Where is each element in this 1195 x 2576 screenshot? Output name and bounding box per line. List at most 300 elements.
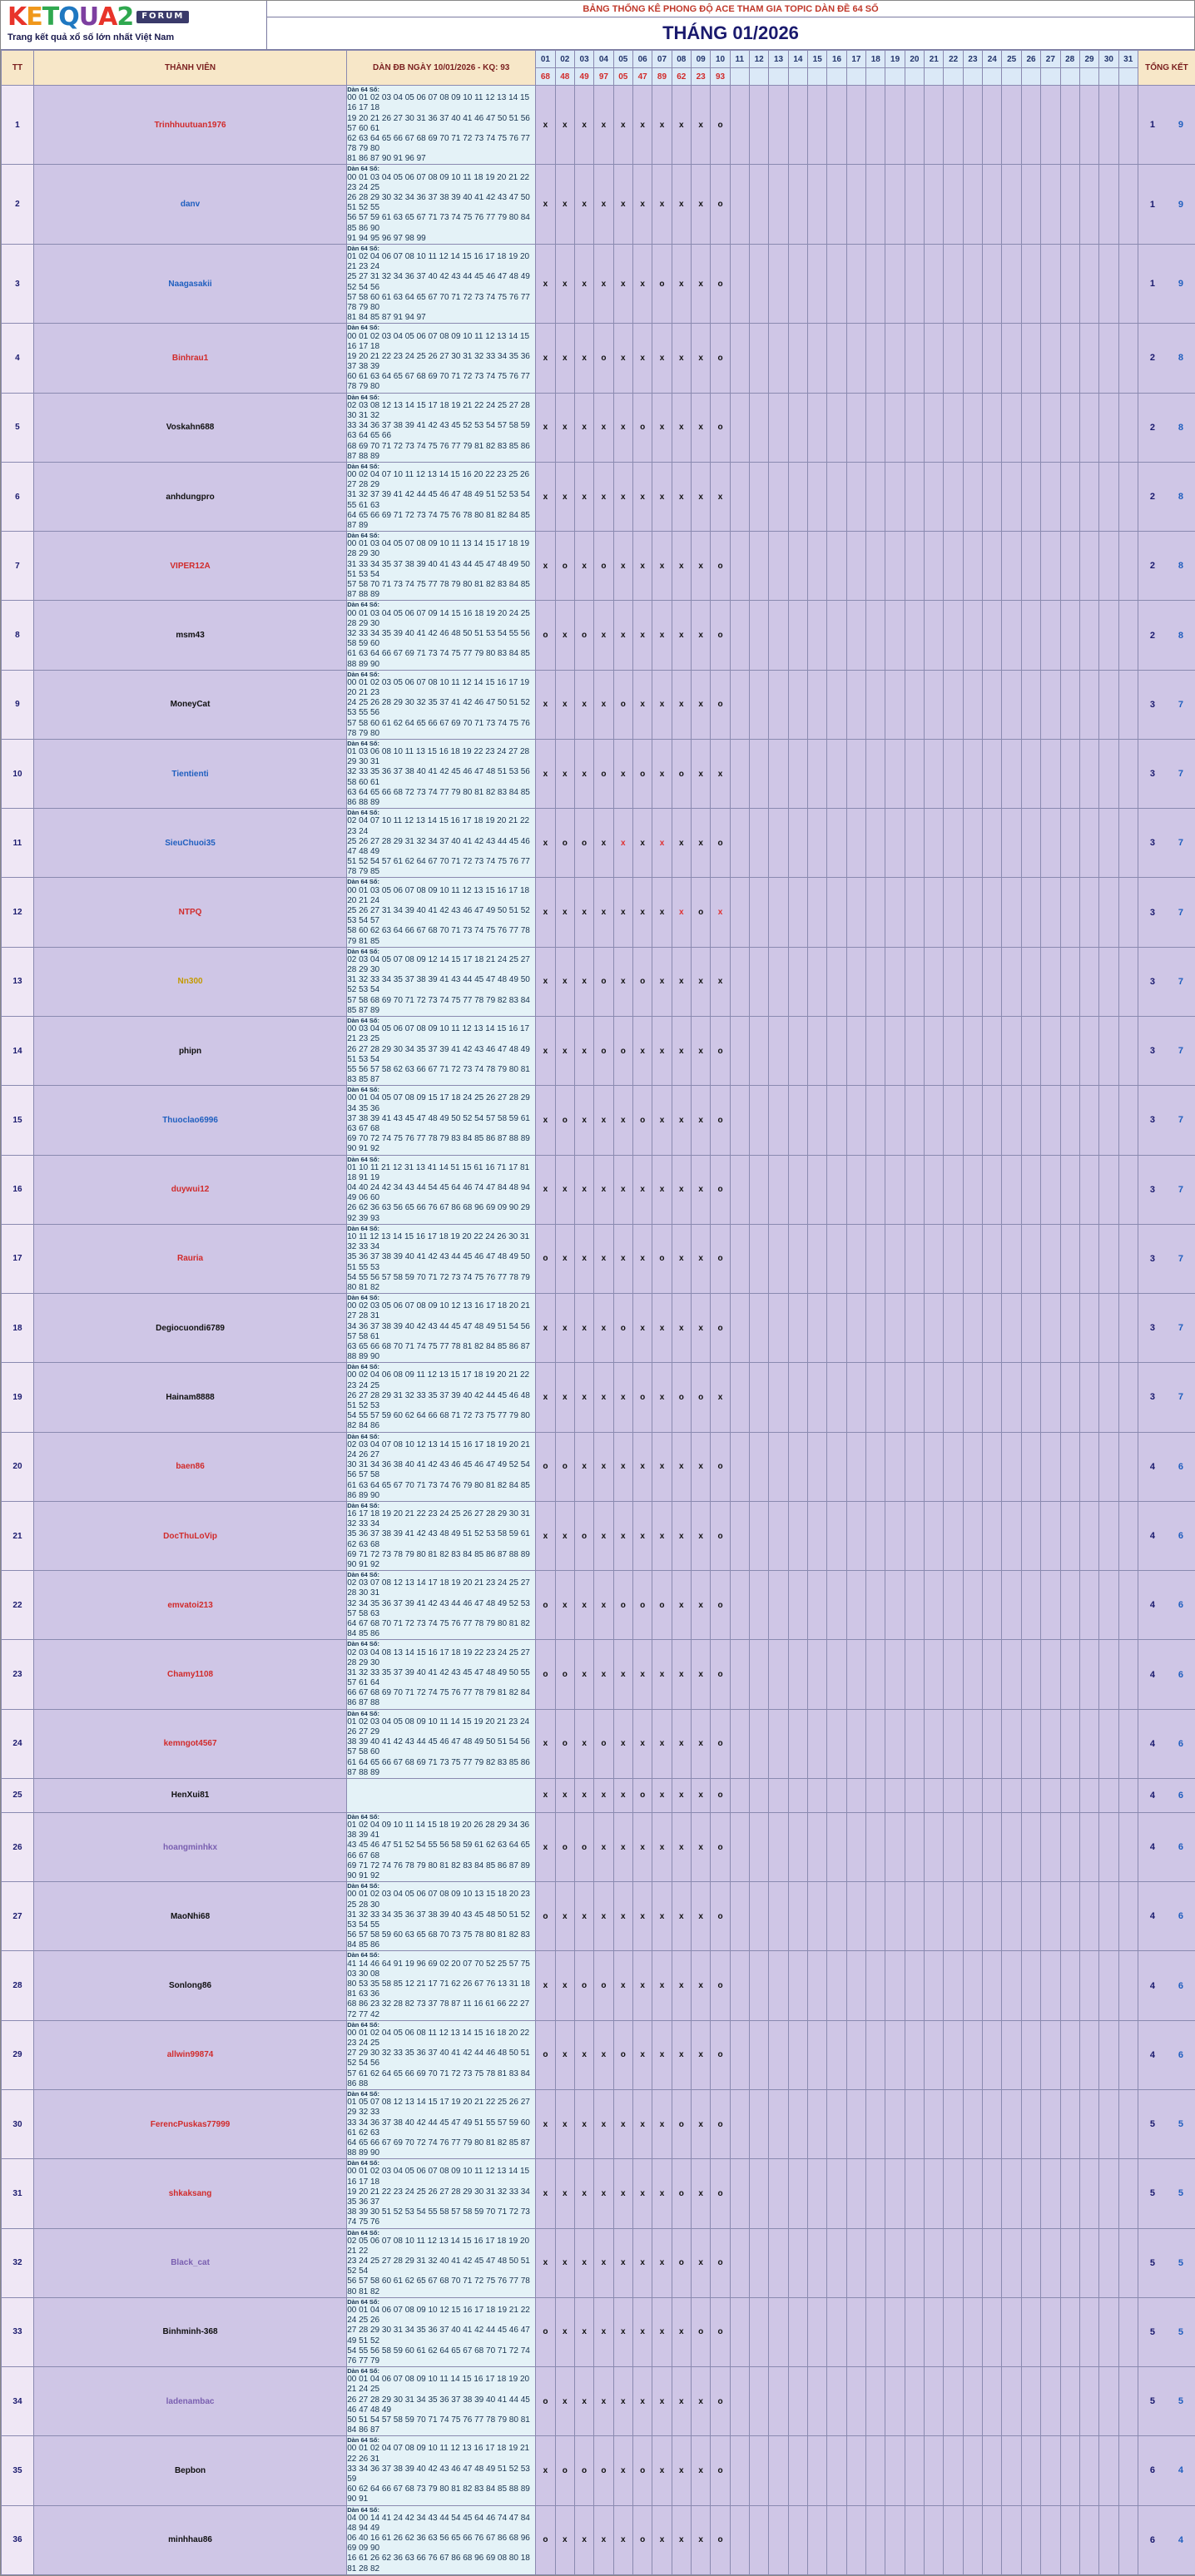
day-mark-24: [983, 1017, 1002, 1086]
day-mark-22: [944, 947, 963, 1016]
day-mark-25: [1002, 1640, 1021, 1709]
day-mark-03: x: [574, 2159, 593, 2228]
member-name[interactable]: MaoNhi68: [33, 1882, 346, 1951]
day-mark-09: x: [691, 393, 710, 462]
day-mark-01: x: [536, 809, 555, 878]
total-miss: 5: [1138, 2119, 1167, 2129]
day-mark-21: [925, 244, 944, 323]
day-mark-30: [1099, 1571, 1118, 1640]
table-row: [2, 2505, 1195, 2574]
day-mark-20: [905, 2436, 924, 2505]
day-mark-11: [730, 1363, 749, 1432]
day-mark-03: x: [574, 2228, 593, 2297]
day-mark-07: x: [652, 1709, 672, 1778]
day-mark-08: x: [672, 670, 691, 739]
member-name[interactable]: MoneyCat: [33, 670, 346, 739]
day-header-24: 24: [983, 51, 1002, 68]
day-mark-01: x: [536, 1017, 555, 1086]
day-mark-06: x: [632, 1640, 652, 1709]
day-mark-03: o: [574, 1812, 593, 1881]
day-mark-12: [750, 670, 769, 739]
member-name[interactable]: Binhminh-368: [33, 2297, 346, 2366]
member-name[interactable]: msm43: [33, 601, 346, 670]
day-mark-29: [1079, 1951, 1098, 2020]
day-mark-25: [1002, 1571, 1021, 1640]
day-mark-19: [885, 1017, 905, 1086]
member-name[interactable]: Naagasakii: [33, 244, 346, 323]
day-mark-03: x: [574, 244, 593, 323]
member-name[interactable]: Sonlong86: [33, 1951, 346, 2020]
member-name[interactable]: duywui12: [33, 1155, 346, 1224]
day-mark-23: [963, 809, 982, 878]
day-mark-28: [1060, 1778, 1079, 1812]
day-mark-28: [1060, 2367, 1079, 2436]
day-mark-27: [1041, 2297, 1060, 2366]
day-mark-29: [1079, 878, 1098, 947]
day-mark-05: x: [613, 165, 632, 244]
day-mark-18: [866, 739, 885, 808]
number-set: Dàn 64 Số: 02 03 07 08 12 13 14 17 18 19 20 21 23 24 25 27 28 30 31 32 34 35 36 37 39 41 42 43 44 46 47 48 49 52 53 57 58 63 64 67 68 70 71 72 73 74 75 76 77 78 79 80 81 82 84 85 86: [347, 1571, 536, 1640]
day-mark-16: [827, 2228, 846, 2297]
day-mark-06: x: [632, 165, 652, 244]
day-mark-25: [1002, 1294, 1021, 1363]
day-mark-30: [1099, 393, 1118, 462]
day-mark-17: [846, 532, 865, 601]
day-mark-08: x: [672, 2436, 691, 2505]
day-mark-20: [905, 739, 924, 808]
day-mark-19: [885, 1086, 905, 1155]
row-total: [1138, 809, 1195, 878]
member-name[interactable]: DocThuLoVip: [33, 1501, 346, 1570]
day-mark-27: [1041, 1882, 1060, 1951]
row-total: [1138, 1432, 1195, 1501]
day-mark-08: x: [672, 1155, 691, 1224]
day-mark-14: [788, 1812, 807, 1881]
total-miss: 4: [1138, 1981, 1167, 1991]
member-name[interactable]: anhdungpro: [33, 462, 346, 531]
day-mark-22: [944, 1778, 963, 1812]
day-mark-28: [1060, 1501, 1079, 1570]
member-name[interactable]: Binhrau1: [33, 324, 346, 393]
row-total: [1138, 739, 1195, 808]
day-mark-14: [788, 1432, 807, 1501]
day-mark-19: [885, 1571, 905, 1640]
day-mark-03: x: [574, 1224, 593, 1293]
day-mark-26: [1021, 2436, 1040, 2505]
day-mark-02: x: [555, 1951, 574, 2020]
day-mark-01: x: [536, 947, 555, 1016]
day-header-17: 17: [846, 51, 865, 68]
day-mark-27: [1041, 324, 1060, 393]
number-set: Dàn 64 Số: 00 01 02 04 05 06 08 11 12 13 14 15 16 18 20 22 23 24 25 27 29 30 32 33 35 36 37 40 41 42 44 46 48 50 51 52 54 56 57 61 62 64 65 66 69 70 71 72 73 75 78 81 83 84 86 88: [347, 2020, 536, 2089]
day-mark-28: [1060, 532, 1079, 601]
day-mark-17: [846, 1501, 865, 1570]
day-mark-20: [905, 947, 924, 1016]
day-mark-25: [1002, 393, 1021, 462]
day-mark-10: o: [711, 2090, 730, 2159]
day-mark-25: [1002, 532, 1021, 601]
member-name[interactable]: ladenambac: [33, 2367, 346, 2436]
total-hit: 4: [1167, 2535, 1195, 2545]
day-mark-28: [1060, 86, 1079, 165]
day-mark-31: [1118, 670, 1138, 739]
member-name[interactable]: Bepbon: [33, 2436, 346, 2505]
member-name[interactable]: Black_cat: [33, 2228, 346, 2297]
day-mark-13: [769, 165, 788, 244]
day-mark-27: [1041, 1501, 1060, 1570]
day-mark-20: [905, 1017, 924, 1086]
total-hit: 8: [1167, 353, 1195, 363]
day-mark-02: x: [555, 2505, 574, 2574]
day-mark-26: [1021, 1017, 1040, 1086]
day-mark-07: x: [652, 1882, 672, 1951]
day-mark-11: [730, 2020, 749, 2089]
day-mark-13: [769, 532, 788, 601]
page-header: [1, 1, 1194, 50]
number-set: Dàn 64 Số: 00 01 03 04 05 06 07 09 14 15 16 18 19 20 24 25 28 29 30 32 33 34 35 39 40 41 42 46 48 50 51 53 54 55 56 58 59 60 61 63 64 66 67 69 71 73 74 75 77 79 80 83 84 85 88 89 90: [347, 601, 536, 670]
day-result-15: [808, 68, 827, 86]
day-mark-09: x: [691, 1432, 710, 1501]
day-mark-18: [866, 532, 885, 601]
day-mark-05: x: [613, 1363, 632, 1432]
day-mark-28: [1060, 1363, 1079, 1432]
day-mark-04: o: [594, 1709, 613, 1778]
day-mark-30: [1099, 2297, 1118, 2366]
day-mark-29: [1079, 1017, 1098, 1086]
day-mark-09: x: [691, 1155, 710, 1224]
day-mark-15: [808, 1224, 827, 1293]
site-logo[interactable]: [1, 1, 267, 49]
day-mark-07: x: [652, 2436, 672, 2505]
total-hit: 7: [1167, 838, 1195, 848]
day-mark-15: [808, 2505, 827, 2574]
day-mark-11: [730, 947, 749, 1016]
member-name[interactable]: emvatoi213: [33, 1571, 346, 1640]
day-mark-18: [866, 244, 885, 323]
day-mark-11: [730, 1571, 749, 1640]
day-mark-10: o: [711, 393, 730, 462]
day-mark-04: x: [594, 601, 613, 670]
day-mark-11: [730, 1709, 749, 1778]
day-mark-30: [1099, 1086, 1118, 1155]
member-name[interactable]: Chamy1108: [33, 1640, 346, 1709]
day-mark-30: [1099, 1224, 1118, 1293]
day-mark-15: [808, 2090, 827, 2159]
day-result-21: [925, 68, 944, 86]
day-mark-17: [846, 739, 865, 808]
day-mark-12: [750, 1017, 769, 1086]
day-result-31: [1118, 68, 1138, 86]
day-mark-10: o: [711, 86, 730, 165]
row-index: 24: [2, 1709, 34, 1778]
day-mark-24: [983, 1571, 1002, 1640]
day-mark-29: [1079, 165, 1098, 244]
row-total: [1138, 1812, 1195, 1881]
day-mark-27: [1041, 2436, 1060, 2505]
day-mark-13: [769, 1571, 788, 1640]
day-mark-13: [769, 1951, 788, 2020]
day-mark-10: x: [711, 947, 730, 1016]
day-mark-11: [730, 739, 749, 808]
day-mark-26: [1021, 1224, 1040, 1293]
day-mark-30: [1099, 1882, 1118, 1951]
day-mark-10: o: [711, 1571, 730, 1640]
day-mark-15: [808, 1432, 827, 1501]
member-name[interactable]: Degiocuondi6789: [33, 1294, 346, 1363]
day-mark-31: [1118, 809, 1138, 878]
day-mark-13: [769, 2090, 788, 2159]
member-name[interactable]: HenXui81: [33, 1778, 346, 1812]
day-mark-18: [866, 1086, 885, 1155]
total-hit: 6: [1167, 2050, 1195, 2060]
row-index: 31: [2, 2159, 34, 2228]
day-mark-09: x: [691, 809, 710, 878]
row-total: [1138, 2367, 1195, 2436]
day-mark-13: [769, 1640, 788, 1709]
table-row: [2, 86, 1195, 165]
day-mark-05: x: [613, 2367, 632, 2436]
day-mark-02: x: [555, 878, 574, 947]
day-mark-28: [1060, 1086, 1079, 1155]
day-mark-16: [827, 1224, 846, 1293]
member-name[interactable]: baen86: [33, 1432, 346, 1501]
day-header-25: 25: [1002, 51, 1021, 68]
day-mark-11: [730, 2436, 749, 2505]
day-mark-18: [866, 165, 885, 244]
day-mark-13: [769, 1432, 788, 1501]
day-mark-02: o: [555, 532, 574, 601]
day-mark-25: [1002, 670, 1021, 739]
day-mark-02: x: [555, 165, 574, 244]
day-mark-02: o: [555, 1640, 574, 1709]
day-mark-03: x: [574, 1778, 593, 1812]
day-mark-26: [1021, 86, 1040, 165]
day-mark-28: [1060, 2436, 1079, 2505]
day-mark-12: [750, 1086, 769, 1155]
total-miss: 1: [1138, 200, 1167, 210]
day-mark-04: x: [594, 2020, 613, 2089]
member-name[interactable]: hoangminhkx: [33, 1812, 346, 1881]
member-name[interactable]: SieuChuoi35: [33, 809, 346, 878]
day-mark-27: [1041, 2020, 1060, 2089]
day-mark-31: [1118, 739, 1138, 808]
total-miss: 3: [1138, 1046, 1167, 1056]
row-index: 27: [2, 1882, 34, 1951]
day-mark-18: [866, 2159, 885, 2228]
day-mark-09: o: [691, 1363, 710, 1432]
day-mark-04: x: [594, 165, 613, 244]
day-mark-05: o: [613, 1017, 632, 1086]
day-mark-13: [769, 1294, 788, 1363]
day-mark-15: [808, 2228, 827, 2297]
day-header-08: 08: [672, 51, 691, 68]
member-name[interactable]: minhhau86: [33, 2505, 346, 2574]
day-mark-14: [788, 2436, 807, 2505]
day-mark-30: [1099, 244, 1118, 323]
day-mark-24: [983, 809, 1002, 878]
member-name[interactable]: Tientienti: [33, 739, 346, 808]
member-name[interactable]: Thuoclao6996: [33, 1086, 346, 1155]
member-name[interactable]: phipn: [33, 1017, 346, 1086]
day-mark-29: [1079, 1363, 1098, 1432]
day-mark-13: [769, 324, 788, 393]
day-mark-23: [963, 532, 982, 601]
day-mark-24: [983, 86, 1002, 165]
site-tagline: Trang kết quả xổ số lớn nhất Việt Nam: [7, 32, 261, 42]
day-mark-20: [905, 1501, 924, 1570]
day-mark-17: [846, 1363, 865, 1432]
day-mark-17: [846, 324, 865, 393]
day-mark-21: [925, 1778, 944, 1812]
day-mark-03: x: [574, 2505, 593, 2574]
day-mark-11: [730, 86, 749, 165]
member-name[interactable]: Rauria: [33, 1224, 346, 1293]
day-mark-17: [846, 1155, 865, 1224]
day-mark-13: [769, 1882, 788, 1951]
day-mark-06: x: [632, 1501, 652, 1570]
day-mark-15: [808, 165, 827, 244]
day-mark-21: [925, 86, 944, 165]
day-mark-29: [1079, 324, 1098, 393]
day-mark-12: [750, 2228, 769, 2297]
day-mark-21: [925, 2367, 944, 2436]
day-mark-13: [769, 1363, 788, 1432]
day-mark-12: [750, 809, 769, 878]
day-mark-12: [750, 1432, 769, 1501]
day-mark-04: x: [594, 1363, 613, 1432]
day-mark-03: x: [574, 947, 593, 1016]
day-mark-15: [808, 878, 827, 947]
day-mark-31: [1118, 1640, 1138, 1709]
day-mark-07: x: [652, 739, 672, 808]
day-mark-11: [730, 1951, 749, 2020]
day-mark-09: x: [691, 1640, 710, 1709]
day-mark-08: o: [672, 2228, 691, 2297]
day-mark-16: [827, 532, 846, 601]
day-mark-13: [769, 1812, 788, 1881]
day-mark-01: x: [536, 324, 555, 393]
day-mark-22: [944, 1432, 963, 1501]
day-mark-29: [1079, 1709, 1098, 1778]
day-mark-08: x: [672, 1778, 691, 1812]
day-mark-16: [827, 739, 846, 808]
day-mark-10: o: [711, 1812, 730, 1881]
day-mark-22: [944, 532, 963, 601]
day-mark-04: x: [594, 1812, 613, 1881]
table-row: [2, 2159, 1195, 2228]
table-row: [2, 947, 1195, 1016]
day-mark-09: x: [691, 86, 710, 165]
day-result-14: [788, 68, 807, 86]
row-total: [1138, 670, 1195, 739]
day-mark-31: [1118, 1778, 1138, 1812]
row-index: 9: [2, 670, 34, 739]
day-mark-06: x: [632, 86, 652, 165]
day-mark-23: [963, 1155, 982, 1224]
day-mark-03: o: [574, 601, 593, 670]
day-mark-27: [1041, 393, 1060, 462]
day-mark-06: x: [632, 1951, 652, 2020]
day-mark-18: [866, 947, 885, 1016]
total-miss: 4: [1138, 1670, 1167, 1680]
day-mark-22: [944, 878, 963, 947]
day-mark-12: [750, 601, 769, 670]
day-mark-23: [963, 739, 982, 808]
day-mark-05: x: [613, 2090, 632, 2159]
day-mark-09: o: [691, 2297, 710, 2366]
day-mark-11: [730, 165, 749, 244]
day-mark-16: [827, 2090, 846, 2159]
day-mark-29: [1079, 1432, 1098, 1501]
day-mark-27: [1041, 670, 1060, 739]
day-mark-01: x: [536, 532, 555, 601]
member-name[interactable]: kemngot4567: [33, 1709, 346, 1778]
day-mark-12: [750, 2297, 769, 2366]
day-mark-14: [788, 1778, 807, 1812]
member-name[interactable]: allwin99874: [33, 2020, 346, 2089]
day-mark-18: [866, 670, 885, 739]
total-hit: 9: [1167, 120, 1195, 130]
row-total: [1138, 2436, 1195, 2505]
day-mark-30: [1099, 1155, 1118, 1224]
day-mark-28: [1060, 670, 1079, 739]
member-name[interactable]: Voskahn688: [33, 393, 346, 462]
day-mark-02: o: [555, 1709, 574, 1778]
day-mark-21: [925, 1224, 944, 1293]
day-mark-02: x: [555, 2090, 574, 2159]
row-total: [1138, 244, 1195, 323]
day-mark-08: x: [672, 1432, 691, 1501]
day-mark-07: x: [652, 2090, 672, 2159]
day-mark-14: [788, 2505, 807, 2574]
member-name[interactable]: NTPQ: [33, 878, 346, 947]
day-mark-12: [750, 1640, 769, 1709]
day-mark-01: o: [536, 1432, 555, 1501]
day-mark-22: [944, 1294, 963, 1363]
day-mark-19: [885, 2297, 905, 2366]
member-name[interactable]: VIPER12A: [33, 532, 346, 601]
day-header-16: 16: [827, 51, 846, 68]
day-mark-29: [1079, 2505, 1098, 2574]
member-name[interactable]: FerencPuskas77999: [33, 2090, 346, 2159]
table-row: [2, 1778, 1195, 1812]
day-mark-25: [1002, 2228, 1021, 2297]
member-name[interactable]: Nn300: [33, 947, 346, 1016]
member-name[interactable]: Hainam8888: [33, 1363, 346, 1432]
day-mark-02: o: [555, 809, 574, 878]
day-mark-18: [866, 2297, 885, 2366]
day-mark-15: [808, 1086, 827, 1155]
member-name[interactable]: shkaksang: [33, 2159, 346, 2228]
day-mark-26: [1021, 1778, 1040, 1812]
day-mark-09: x: [691, 2020, 710, 2089]
row-index: 19: [2, 1363, 34, 1432]
member-name[interactable]: danv: [33, 165, 346, 244]
day-mark-24: [983, 393, 1002, 462]
day-mark-15: [808, 670, 827, 739]
number-set: Dàn 64 Số: 41 14 46 64 91 19 96 69 02 20 07 70 52 25 57 75 03 30 08 80 53 35 58 85 12 21 17 71 62 26 67 76 13 31 18 81 63 36 68 86 23 32 28 82 73 37 78 87 11 16 61 66 22 27 72 77 42: [347, 1951, 536, 2020]
member-name[interactable]: Trinhhuutuan1976: [33, 86, 346, 165]
day-mark-09: x: [691, 2436, 710, 2505]
day-mark-22: [944, 2297, 963, 2366]
day-mark-09: x: [691, 165, 710, 244]
day-mark-19: [885, 2367, 905, 2436]
day-mark-16: [827, 1155, 846, 1224]
day-mark-26: [1021, 809, 1040, 878]
day-mark-22: [944, 1882, 963, 1951]
day-mark-26: [1021, 670, 1040, 739]
day-mark-27: [1041, 739, 1060, 808]
